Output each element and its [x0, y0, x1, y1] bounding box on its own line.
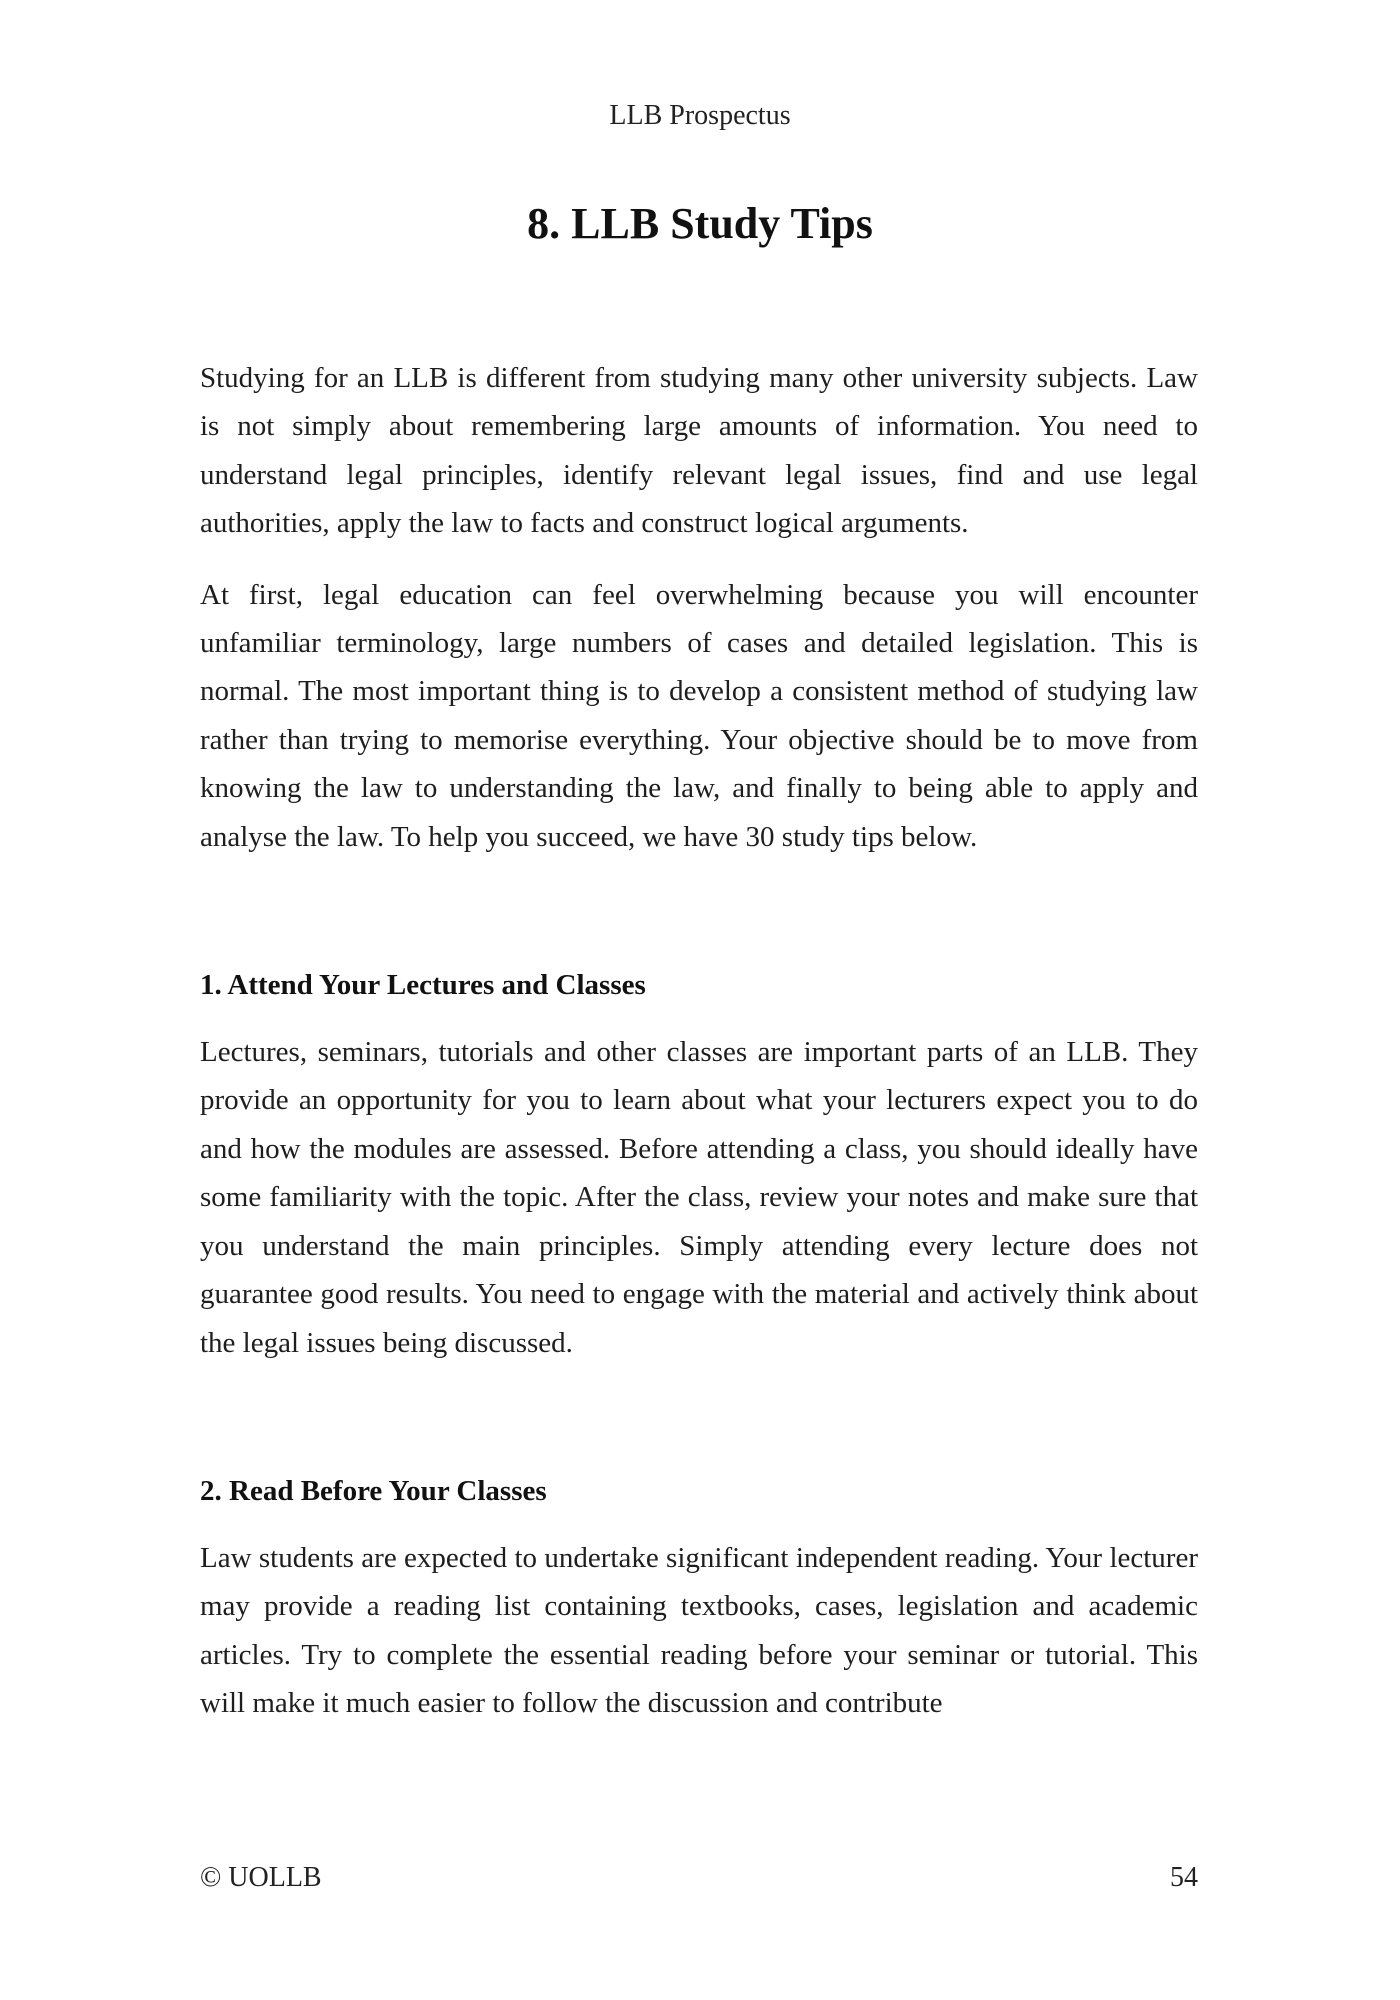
- chapter-title: 8. LLB Study Tips: [527, 199, 873, 248]
- running-header: LLB Prospectus: [609, 100, 791, 131]
- section-paragraph: Lectures, seminars, tutorials and other classes are important parts of an LLB. They provide an opportunity for you to learn about what your lecturers expect you to do and how the modules are assessed. Before attending a class, you should ideally have some familiarity with the topic. After the class, review your notes and make sure that you understand the main principles. Simply attending every lecture does not guarantee good results. You need to engage with the material and actively think about the legal issues being discussed.: [200, 1036, 1198, 1359]
- copyright-notice: © UOLLB: [200, 1862, 322, 1893]
- section-heading: 1. Attend Your Lectures and Classes: [200, 969, 646, 1002]
- page-footer: [200, 1860, 1198, 1896]
- section-attend-lectures: [200, 965, 1198, 1367]
- section-read-before-classes: [200, 1471, 1198, 1728]
- section-heading: 2. Read Before Your Classes: [200, 1474, 547, 1507]
- intro-paragraph: Studying for an LLB is different from studying many other university subjects. Law is not simply about remembering large amounts of information. You need to understand legal principles, identify relevant legal issues, find and use legal authorities, apply the law to facts and construct logical arguments.: [200, 362, 1198, 540]
- intro-paragraph: At first, legal education can feel overwhelming because you will encounter unfamiliar terminology, large numbers of cases and detailed legislation. This is normal. The most important thing is to develop a consistent method of studying law rather than trying to memorise everything. Your objective should be to move from knowing the law to understanding the law, and finally to being able to apply and analyse the law. To help you succeed, we have 30 study tips below.: [200, 578, 1198, 853]
- page-number: 54: [1170, 1862, 1198, 1893]
- page-body: [200, 354, 1198, 1751]
- section-paragraph: Law students are expected to undertake significant independent reading. Your lecturer may provide a reading list containing textbooks, cases, legislation and academic articles. Try to complete the essential reading before your seminar or tutorial. This will make it much easier to follow the discussion and contribute: [200, 1541, 1198, 1720]
